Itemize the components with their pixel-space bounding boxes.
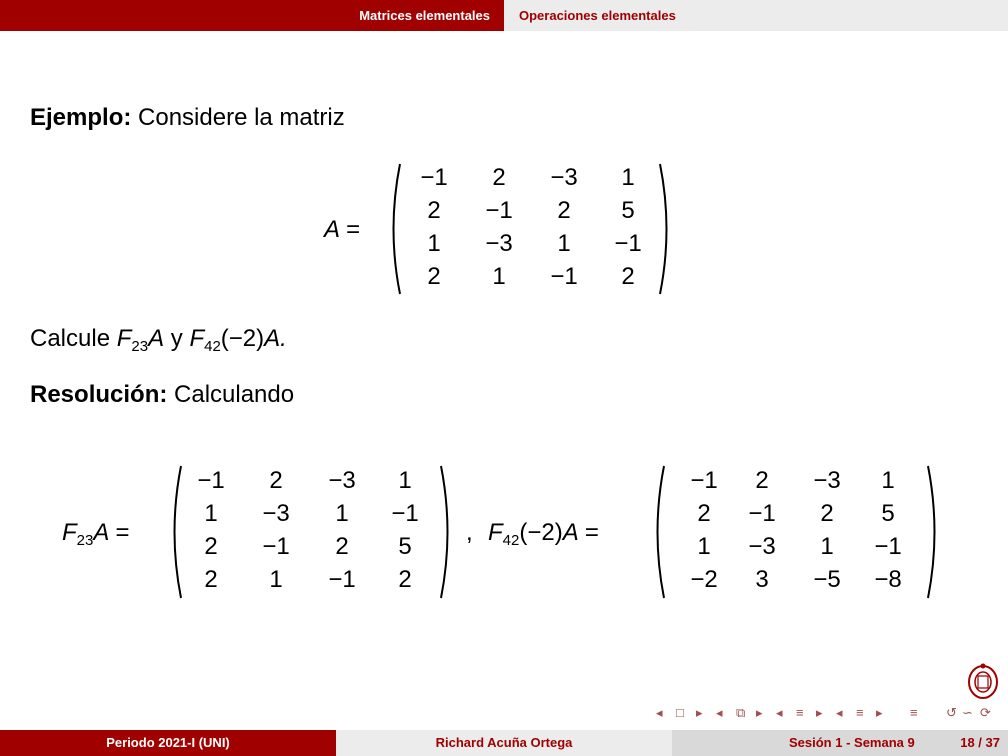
matrix-a-cell: 2 [621, 263, 635, 290]
nav-control-icon[interactable]: ▸ [696, 705, 703, 720]
matrix-f23a-cell: 2 [204, 533, 218, 560]
matrix-a-cell: 1 [621, 164, 635, 191]
calc-f2-subscript: 42 [204, 338, 221, 355]
footer-session: Sesión 1 - Semana 9 [789, 735, 915, 750]
matrix-a-cell: −1 [550, 263, 578, 290]
matrix-f42a-cell: −1 [874, 533, 902, 560]
f23a-rest: A = [93, 519, 130, 546]
footer-right [672, 730, 1008, 756]
matrix-f42a-cell: −5 [813, 566, 841, 593]
f42a-f: F [488, 519, 503, 546]
matrix-a-cell: 1 [557, 230, 571, 257]
matrix-a-lhs: A = [324, 216, 360, 243]
footer-page-number: 18 / 37 [960, 735, 1000, 750]
matrix-f23a-cell: −1 [197, 467, 225, 494]
matrix-a-cell: −1 [420, 164, 448, 191]
calc-f2: F [189, 325, 205, 352]
matrix-f23a-cell: 1 [269, 566, 283, 593]
matrix-f42a-right-parenthesis [924, 464, 944, 600]
nav-control-icon[interactable]: ∽ [962, 705, 973, 720]
nav-control-icon[interactable]: ≡ [910, 705, 918, 720]
f23a-f: F [62, 519, 77, 546]
f42a-arg: (−2) [519, 519, 563, 546]
matrix-a-cell: 5 [621, 197, 635, 224]
nav-control-icon[interactable]: ≡ [796, 705, 804, 720]
calc-f1: F [116, 325, 132, 352]
f42a-rest: A = [562, 519, 599, 546]
matrix-f23a-cell: 2 [204, 566, 218, 593]
calc-prefix: Calcule [30, 325, 111, 352]
matrix-f23a-cell: 2 [335, 533, 349, 560]
matrix-f23a-cell: 2 [398, 566, 412, 593]
matrix-f23a-cell: 2 [269, 467, 283, 494]
matrix-a-cell: 1 [427, 230, 441, 257]
nav-control-icon[interactable]: ◂ [776, 705, 783, 720]
matrix-f42a-cell: −8 [874, 566, 902, 593]
matrix-a-right-parenthesis [656, 162, 676, 296]
matrix-f42a-cell: −3 [813, 467, 841, 494]
matrix-f23a-cell: 1 [398, 467, 412, 494]
matrix-a [384, 162, 676, 296]
resolution-label: Resolución: [30, 381, 168, 408]
matrix-f42a-cell: 2 [697, 500, 711, 527]
calc-y: y [164, 325, 190, 352]
nav-control-icon[interactable]: ▸ [756, 705, 763, 720]
matrix-f23a [165, 464, 457, 600]
matrix-f42a-cell: 1 [697, 533, 711, 560]
calc-arg: (−2) [220, 325, 265, 352]
matrix-a-cell: −1 [485, 197, 513, 224]
matrix-f42a-cell: 1 [820, 533, 834, 560]
matrix-a-cell: −3 [550, 164, 578, 191]
matrix-a-cell: 2 [492, 164, 506, 191]
matrix-f23a-cell: −3 [262, 500, 290, 527]
nav-control-icon[interactable]: ◂ [836, 705, 843, 720]
footer-period: Periodo 2021-I (UNI) [0, 730, 336, 756]
calc-f1-subscript: 23 [131, 338, 149, 355]
f42a-subscript: 42 [502, 532, 520, 549]
f23a-subscript: 23 [76, 532, 94, 549]
matrix-a-cell: 1 [492, 263, 506, 290]
calc-line [30, 325, 287, 353]
section-tab-matrices-elementales[interactable]: Matrices elementales [359, 8, 490, 23]
calc-a1: A [148, 325, 165, 352]
matrix-f42a-cell: −3 [748, 533, 776, 560]
nav-control-icon[interactable]: ⧉ [736, 705, 746, 720]
university-seal-icon [966, 662, 1000, 700]
matrix-f23a-cell: −3 [328, 467, 356, 494]
separator-comma: , [466, 519, 473, 546]
matrix-f42a [648, 464, 944, 600]
example-label: Ejemplo: [30, 104, 132, 131]
resolution-text: Calculando [174, 381, 295, 408]
matrix-f23a-cell: −1 [328, 566, 356, 593]
footer-bar [0, 730, 1008, 756]
nav-control-icon[interactable]: □ [676, 705, 684, 720]
f23a-lhs [62, 519, 129, 547]
matrix-f42a-cell: 3 [755, 566, 769, 593]
matrix-f23a-cell: 1 [204, 500, 218, 527]
matrix-f23a-right-parenthesis [437, 464, 457, 600]
nav-control-icon[interactable]: ↺ [946, 705, 957, 720]
matrix-f42a-cell: −2 [690, 566, 718, 593]
matrix-f23a-cell: 5 [398, 533, 412, 560]
resolution-line [30, 381, 294, 409]
matrix-f42a-cell: −1 [690, 467, 718, 494]
nav-control-icon[interactable]: ◂ [716, 705, 723, 720]
matrix-a-cell: 2 [427, 263, 441, 290]
matrix-f42a-cell: 2 [755, 467, 769, 494]
nav-control-icon[interactable]: ▸ [876, 705, 883, 720]
example-text: Considere la matriz [138, 104, 345, 131]
matrix-a-cell: 2 [427, 197, 441, 224]
f42a-lhs [488, 519, 599, 547]
nav-control-icon[interactable]: ◂ [656, 705, 663, 720]
section-tab-operaciones-elementales[interactable]: Operaciones elementales [519, 8, 676, 23]
matrix-a-cell: 2 [557, 197, 571, 224]
nav-control-icon[interactable]: ≡ [856, 705, 864, 720]
matrix-f42a-cell: −1 [748, 500, 776, 527]
nav-control-icon[interactable]: ▸ [816, 705, 823, 720]
matrix-f42a-cell: 1 [881, 467, 895, 494]
matrix-f23a-cell: −1 [262, 533, 290, 560]
footer-author: Richard Acuña Ortega [336, 730, 672, 756]
matrix-a-left-parenthesis [384, 162, 404, 296]
matrix-f42a-left-parenthesis [648, 464, 668, 600]
matrix-a-cell: −1 [614, 230, 642, 257]
matrix-f42a-cell: 5 [881, 500, 895, 527]
matrix-f23a-cell: 1 [335, 500, 349, 527]
example-line [30, 104, 345, 132]
header-bar [0, 0, 1008, 31]
matrix-a-cell: −3 [485, 230, 513, 257]
calc-a2: A. [264, 325, 287, 352]
nav-control-icon[interactable]: ⟳ [980, 705, 991, 720]
matrix-f42a-cell: 2 [820, 500, 834, 527]
matrix-f23a-cell: −1 [391, 500, 419, 527]
